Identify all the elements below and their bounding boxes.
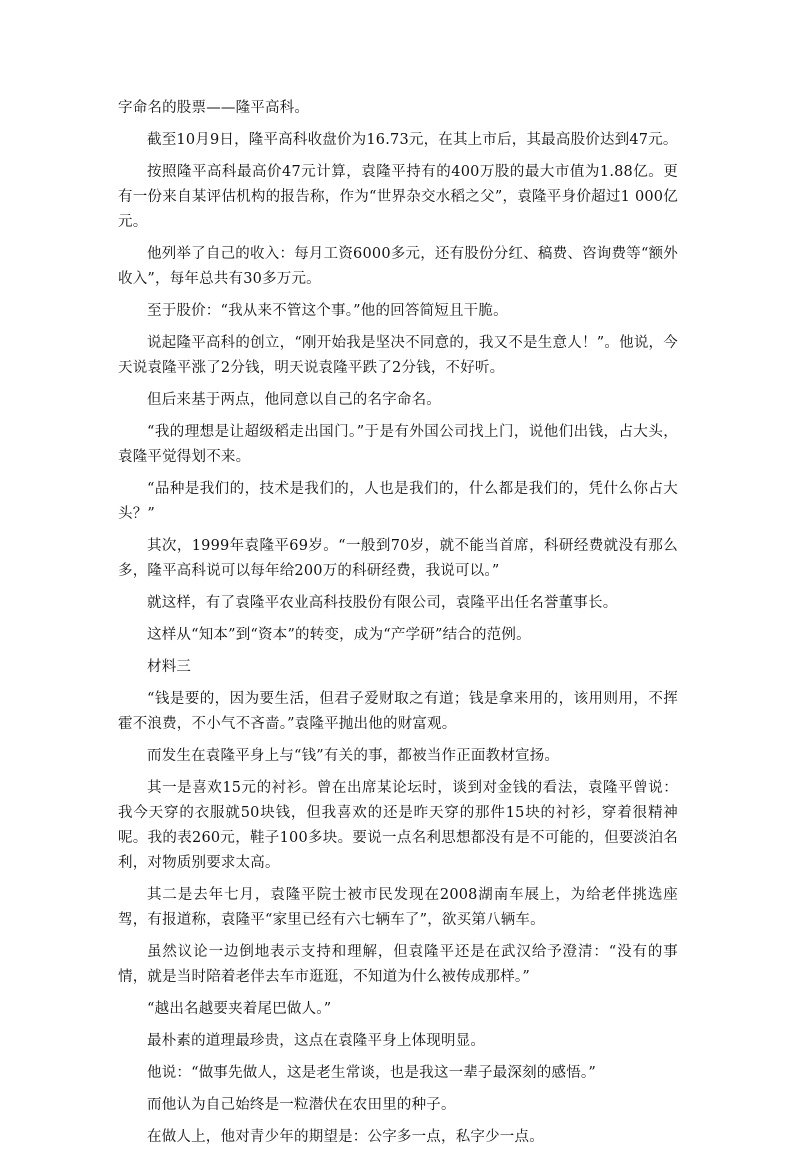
paragraph: 在做人上，他对青少年的期望是：公字多一点，私字少一点。	[147, 1129, 544, 1145]
paragraph: 他列举了自己的收入：每月工资6000多元，还有股份分红、稿费、咨询费等“额外收入”，每年总共有30多万元。	[118, 246, 678, 287]
article-body	[118, 96, 678, 1157]
paragraph: 而发生在袁隆平身上与“钱”有关的事，都被当作正面教材宣扬。	[147, 748, 560, 764]
paragraph: “品种是我们的，技术是我们的，人也是我们的，什么都是我们的，凭什么你占大头？”	[118, 481, 678, 522]
paragraph: 最朴素的道理最珍贵，这点在袁隆平身上体现明显。	[147, 1033, 486, 1049]
paragraph: 他说：“做事先做人，这是老生常谈，也是我这一辈子最深刻的感悟。”	[147, 1065, 596, 1081]
paragraph: 就这样，有了袁隆平农业高科技股份有限公司，袁隆平出任名誉董事长。	[147, 595, 618, 611]
paragraph: 虽然议论一边倒地表示支持和理解，但袁隆平还是在武汉给予澄清：“没有的事情，就是当时陪着老伴去车市逛逛，不知道为什么被传成那样。”	[118, 944, 678, 985]
paragraph: 说起隆平高科的创立，“刚开始我是坚决不同意的，我又不是生意人！”。他说，今天说袁隆平涨了2分钱，明天说袁隆平跌了2分钱，不好听。	[118, 335, 678, 376]
paragraph: 其一是喜欢15元的衬衫。曾在出席某论坛时，谈到对金钱的看法，袁隆平曾说：我今天穿的衣服就50块钱，但我喜欢的还是昨天穿的那件15块的衬衫，穿着很精神呢。我的表260元，鞋子100多块。要说一点名利思想都没有是不可能的，但要淡泊名利，对物质别要求太高。	[118, 780, 678, 871]
paragraph: 而他认为自己始终是一粒潜伏在农田里的种子。	[147, 1097, 456, 1113]
paragraph: “我的理想是让超级稻走出国门。”于是有外国公司找上门，说他们出钱，占大头，袁隆平觉得划不来。	[118, 424, 678, 465]
paragraph: 材料三	[147, 659, 192, 675]
paragraph: 这样从“知本”到“资本”的转变，成为“产学研”结合的范例。	[147, 627, 531, 643]
paragraph: 其次，1999年袁隆平69岁。“一般到70岁，就不能当首席，科研经费就没有那么多，隆平高科说可以每年给200万的科研经费，我说可以。”	[118, 538, 678, 579]
paragraph: 至于股价：“我从来不管这个事。”他的回答简短且干脆。	[147, 303, 508, 319]
paragraph: 按照隆平高科最高价47元计算，袁隆平持有的400万股的最大市值为1.88亿。更有一份来自某评估机构的报告称，作为“世界杂交水稻之父”，袁隆平身价超过1 000亿元。	[118, 164, 678, 230]
paragraph: 字命名的股票——隆平高科。	[118, 100, 310, 116]
paragraph: 其二是去年七月，袁隆平院士被市民发现在2008湖南车展上，为给老伴挑选座驾，有报道称，袁隆平“家里已经有六七辆车了”，欲买第八辆车。	[118, 887, 678, 928]
paragraph: “钱是要的，因为要生活，但君子爱财取之有道；钱是拿来用的，该用则用，不挥霍不浪费，不小气不吝啬。”袁隆平抛出他的财富观。	[118, 691, 678, 732]
paragraph: “越出名越要夹着尾巴做人。”	[147, 1001, 332, 1017]
paragraph: 截至10月9日，隆平高科收盘价为16.73元，在其上市后，其最高股价达到47元。	[147, 132, 678, 148]
paragraph: 但后来基于两点，他同意以自己的名字命名。	[147, 392, 441, 408]
